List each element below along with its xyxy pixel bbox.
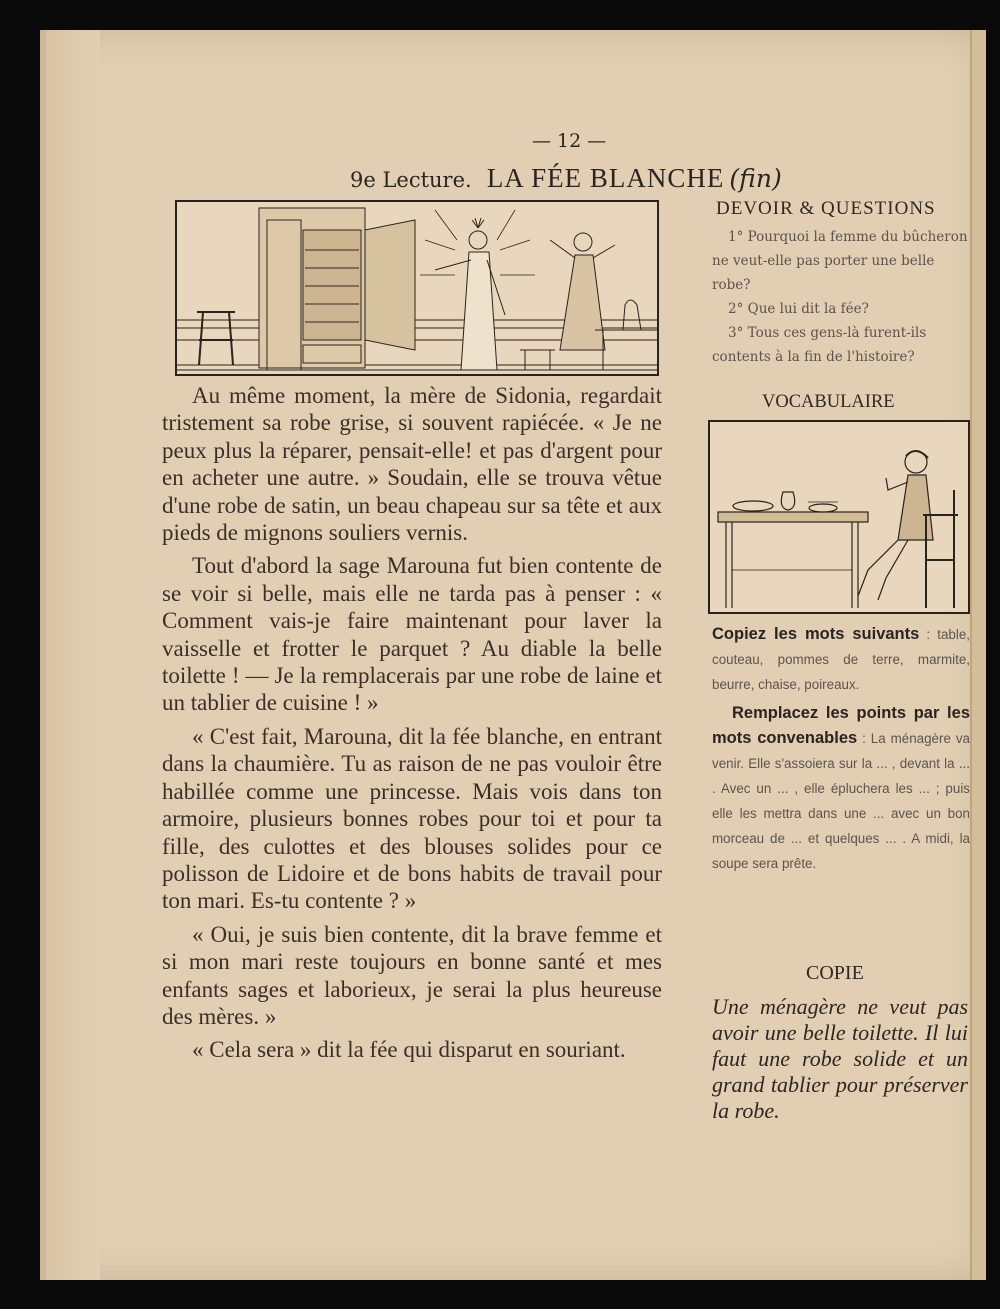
vocabulaire-heading: VOCABULAIRE <box>762 392 895 412</box>
page-edge <box>970 30 986 1280</box>
exercise-sentences: : La ménagère va venir. Elle s'assoiera sur la ... , devant la ... . Avec un ... , elle épluchera les ... ; puis elle les mettra dans une ... avec un bon morceau de ... et quelques ... . A midi, la soupe sera prête. <box>712 731 970 871</box>
title-suffix: (fin) <box>729 164 782 193</box>
question-list <box>712 225 968 369</box>
book-spine <box>46 30 100 1280</box>
question-item: 3° Tous ces gens-là furent-ils contents à la fin de l'histoire? <box>712 325 927 365</box>
story-text <box>162 382 662 1070</box>
question-item: 2° Que lui dit la fée? <box>728 301 869 317</box>
lecture-label: 9e Lecture. <box>350 168 472 192</box>
paragraph: « Cela sera » dit la fée qui disparut en souriant. <box>192 1037 626 1063</box>
paragraph: Tout d'abord la sage Marouna fut bien contente de se voir si belle, mais elle ne tarda pas à penser : « Comment vais-je faire maintenant pour laver la vaisselle et frotter le parquet ? Au diable la belle toilette ! — Je la remplacerais par une robe de laine et un tablier de cuisine ! » <box>162 553 662 716</box>
page-number: — 12 — <box>532 130 607 152</box>
lesson-title <box>350 163 782 194</box>
exercise-copy <box>712 622 970 697</box>
story-title: LA FÉE BLANCHE <box>486 163 725 193</box>
copie-text: Une ménagère ne veut pas avoir une belle toilette. Il lui faut une robe solide et un grand tablier pour préserver la robe. <box>712 994 968 1123</box>
question-item: 1° Pourquoi la femme du bûcheron ne veut-elle pas porter une belle robe? <box>712 229 968 293</box>
exercise-instruction: Remplacez les points par les mots convenables <box>712 704 970 747</box>
paragraph: « Oui, je suis bien contente, dit la brave femme et si mon mari reste toujours en bonne santé et mes enfants sages et laborieux, je serai la plus heureuse des mères. » <box>162 921 662 1029</box>
devoir-heading: DEVOIR & QUESTIONS <box>716 198 936 219</box>
exercise-instruction: Copiez les mots suivants <box>712 625 920 643</box>
kitchen-illustration <box>708 420 970 614</box>
exercise-words: : table, couteau, pommes de terre, marmite, beurre, chaise, poireaux. <box>712 627 970 692</box>
paragraph: Au même moment, la mère de Sidonia, regardait tristement sa robe grise, si souvent rapiécée. « Je ne peux plus la réparer, pensait-elle! et pas d'argent pour en acheter une autre. » Soudain, elle se trouva vêtue d'une robe de satin, un beau chapeau sur sa tête et aux pieds de mignons souliers vernis. <box>162 383 662 546</box>
exercise-fill <box>712 701 970 876</box>
paragraph: « C'est fait, Marouna, dit la fée blanche, en entrant dans la chaumière. Tu as raison de ne pas vouloir être habillée comme une princesse. Mais vois dans ton armoire, plusieurs bonnes robes pour toi et pour ta fille, des culottes et des blouses solides pour ce polisson de Lidoire et de bons habits de travail pour ton mari. Es-tu contente ? » <box>162 723 662 914</box>
vocab-exercises <box>712 622 970 876</box>
copie-heading: COPIE <box>806 962 864 984</box>
fairy-wardrobe-illustration <box>175 200 659 376</box>
